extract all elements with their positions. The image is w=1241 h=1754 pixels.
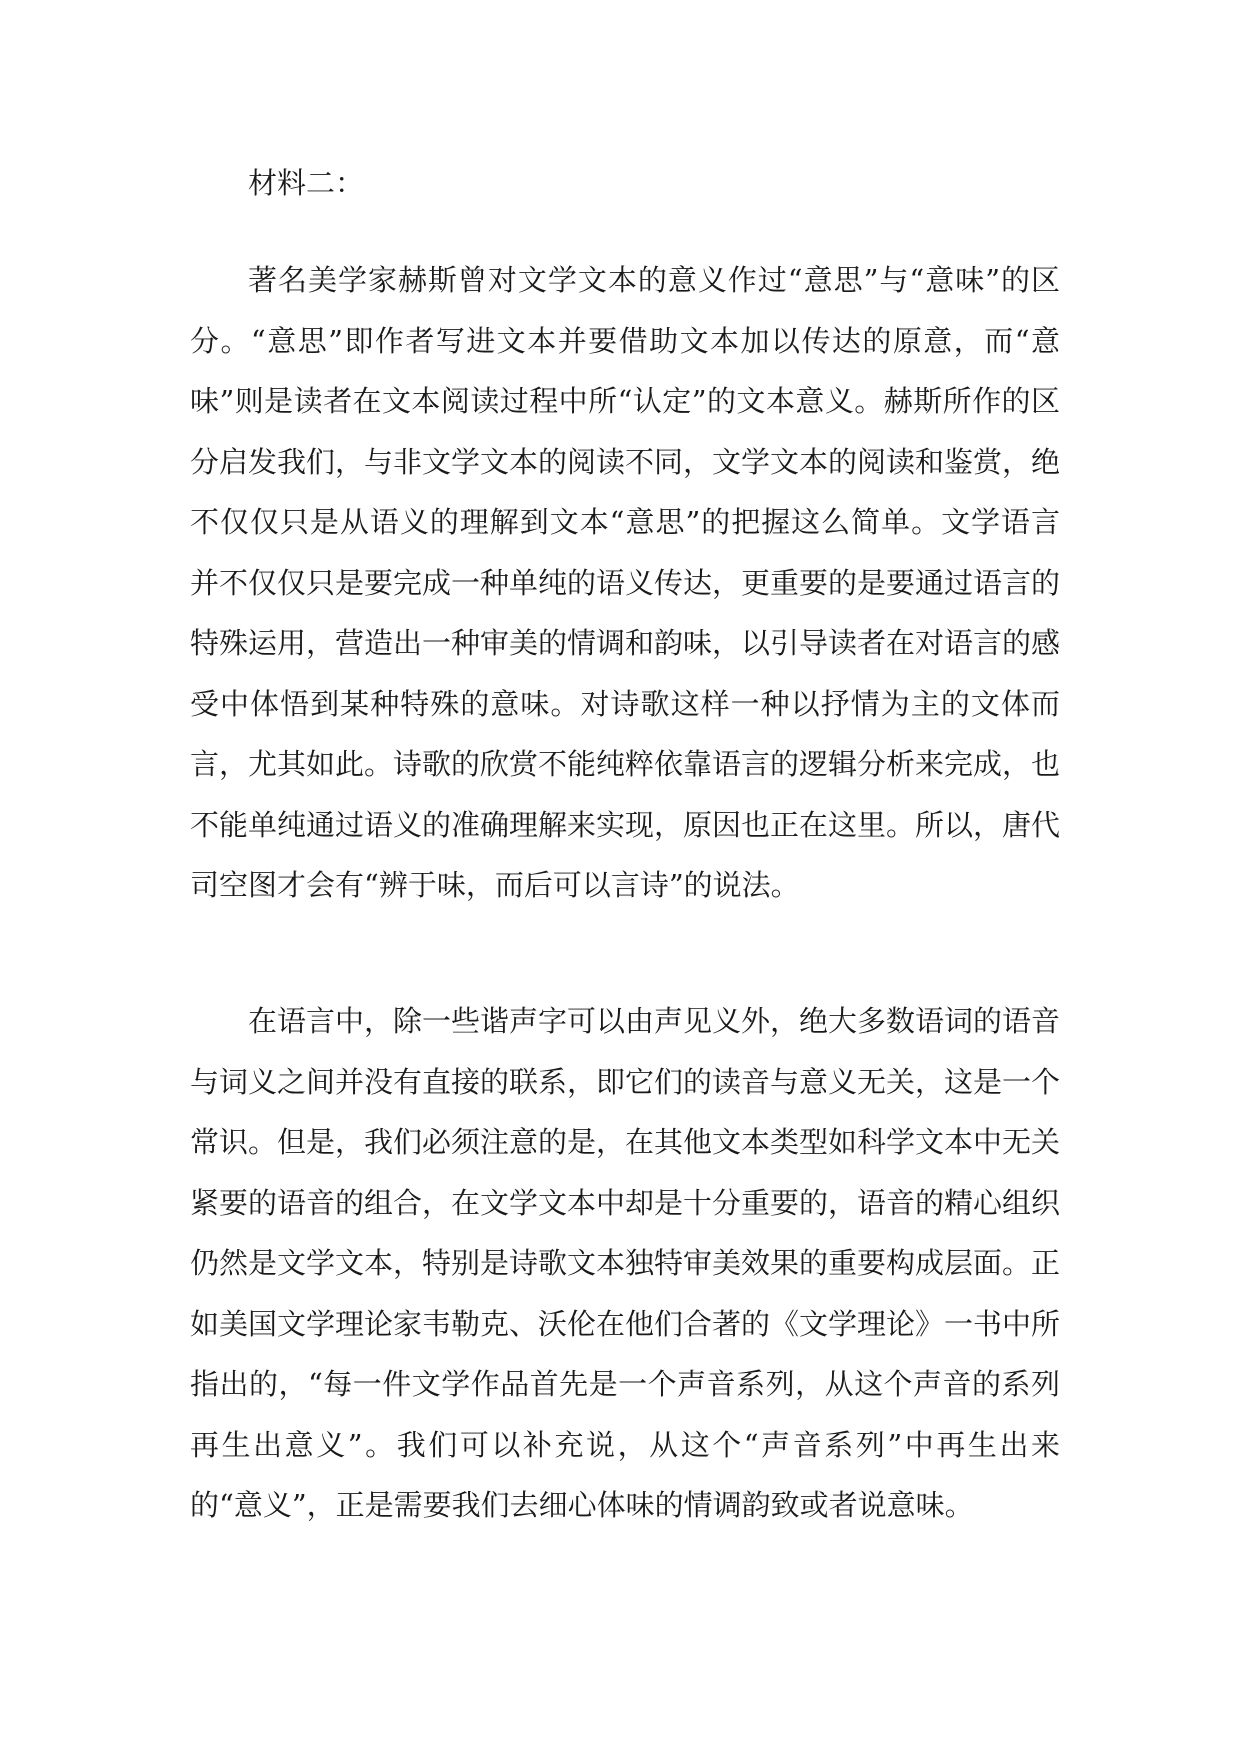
paragraph-sound-and-meaning: 在语言中，除一些谐声字可以由声见义外，绝大多数语词的语音与词义之间并没有直接的联系，即它们的读音与意义无关，这是一个常识。但是，我们必须注意的是，在其他文本类型如科学文本中无关紧要的语音的组合，在文学文本中却是十分重要的，语音的精心组织仍然是文学文本，特别是诗歌文本独特审美效果的重要构成层面。正如美国文学理论家韦勒克、沃伦在他们合著的《文学理论》一书中所指出的，“每一件文学作品首先是一个声音系列，从这个声音的系列再生出意义”。我们可以补充说，从这个“声音系列”中再生出来的“意义”，正是需要我们去细心体味的情调韵致或者说意味。 — [190, 1004, 1061, 1522]
section-heading: 材料二： — [248, 166, 365, 200]
paragraph-meaning-vs-significance: 著名美学家赫斯曾对文学文本的意义作过“意思”与“意味”的区分。“意思”即作者写进文本并要借助文本加以传达的原意，而“意味”则是读者在文本阅读过程中所“认定”的文本意义。赫斯所作的区分启发我们，与非文学文本的阅读不同，文学文本的阅读和鉴赏，绝不仅仅只是从语义的理解到文本“意思”的把握这么简单。文学语言并不仅仅只是要完成一种单纯的语义传达，更重要的是要通过语言的特殊运用，营造出一种审美的情调和韵味，以引导读者在对语言的感受中体悟到某种特殊的意味。对诗歌这样一种以抒情为主的文体而言，尤其如此。诗歌的欣赏不能纯粹依靠语言的逻辑分析来完成，也不能单纯通过语义的准确理解来实现，原因也正在这里。所以，唐代司空图才会有“辨于味，而后可以言诗”的说法。 — [190, 263, 1061, 902]
